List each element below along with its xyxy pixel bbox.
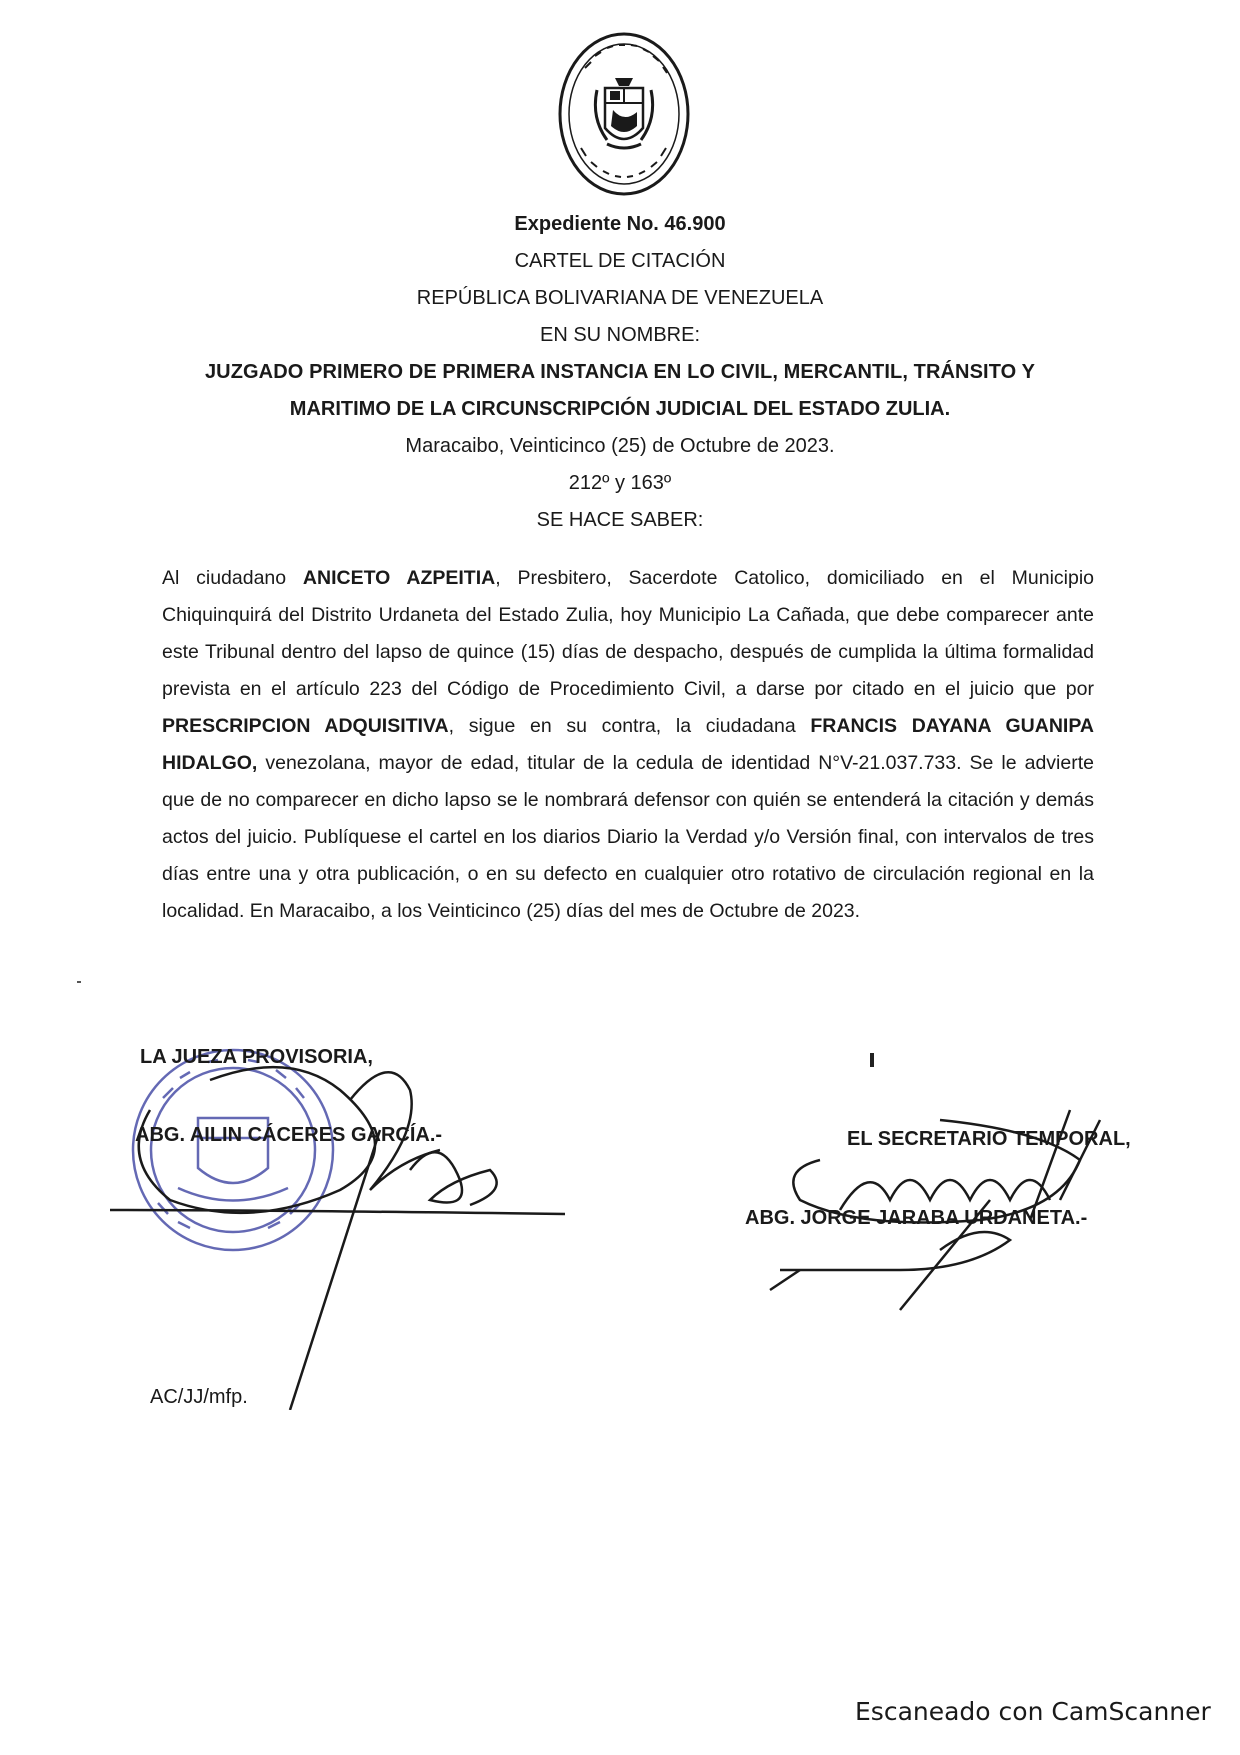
defendant-name: ANICETO AZPEITIA — [302, 567, 496, 589]
citation-body — [162, 560, 1094, 930]
judge-signature-icon — [110, 1030, 580, 1410]
scanner-watermark: Escaneado con CamScanner — [855, 1697, 1211, 1726]
judge-title: LA JUEZA PROVISORIA, — [140, 1046, 373, 1068]
plaintiff-name: FRANCIS DAYANA GUANIPA HIDALGO, — [162, 715, 1094, 774]
scan-mark — [870, 1053, 874, 1067]
court-seal-icon — [555, 28, 693, 200]
case-type: PRESCRIPCION ADQUISITIVA — [162, 715, 449, 737]
scan-speck — [77, 981, 81, 983]
court-name-line2: MARITIMO DE LA CIRCUNSCRIPCIÓN JUDICIAL DEL ESTADO ZULIA. — [289, 398, 951, 420]
document-title: CARTEL DE CITACIÓN — [514, 250, 726, 272]
en-su-nombre: EN SU NOMBRE: — [539, 324, 701, 346]
judge-name: ABG. AILIN CÁCERES GARCÍA.- — [135, 1124, 443, 1146]
republic-name: REPÚBLICA BOLIVARIANA DE VENEZUELA — [416, 287, 824, 309]
se-hace-saber: SE HACE SABER: — [536, 509, 704, 531]
reference-initials: AC/JJ/mfp. — [150, 1386, 248, 1408]
body-text-2: , Presbitero, Sacerdote Catolico, domiciliado en el Municipio Chiquinquirá del Distrito Urdaneta del Estado Zulia, hoy Municipio La Cañada, que debe comparecer ante este Tribunal dentro del lapso de quince (15) días de despacho, después de cumplida la última formalidad prevista en el artículo 223 del Código de Procedimiento Civil, a darse por citado en el juicio que por — [162, 567, 1095, 700]
document-header — [0, 206, 1240, 539]
secretary-title: EL SECRETARIO TEMPORAL, — [847, 1128, 1131, 1150]
years-line: 212º y 163º — [568, 472, 672, 494]
secretary-name: ABG. JORGE JARABA URDANETA.- — [745, 1207, 1088, 1229]
expediente-number: Expediente No. 46.900 — [514, 213, 726, 235]
court-name-line1: JUZGADO PRIMERO DE PRIMERA INSTANCIA EN LO CIVIL, MERCANTIL, TRÁNSITO Y — [204, 361, 1036, 383]
body-text-4: venezolana, mayor de edad, titular de la cedula de identidad N°V-21.037.733. Se le advierte que de no comparecer en dicho lapso se le nombrará defensor con quién se entenderá la citación y demás actos del juicio. Publíquese el cartel en los diarios Diario la Verdad y/o Versión final, con intervalos de tres días entre una y otra publicación, o en su defecto en cualquier otro rotativo de circulación regional en la localidad. En Maracaibo, a los Veinticinco (25) días del mes de Octubre de 2023. — [162, 752, 1094, 922]
body-text-3: , sigue en su contra, la ciudadana — [448, 715, 811, 737]
place-date: Maracaibo, Veinticinco (25) de Octubre de 2023. — [405, 435, 835, 457]
body-text-1: Al ciudadano — [162, 567, 303, 589]
